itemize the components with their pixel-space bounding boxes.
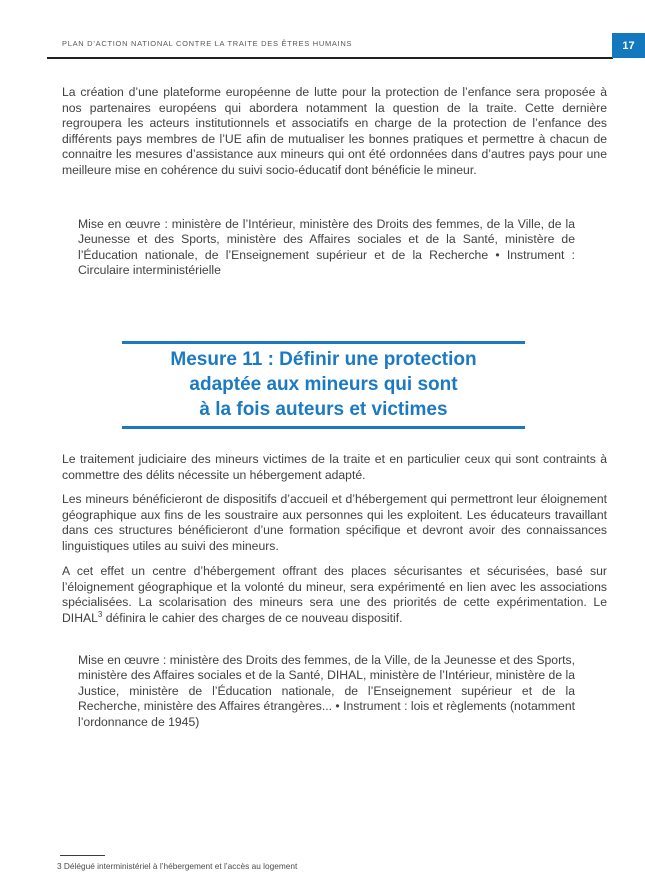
footnote-text: 3 Délégué interministériel à l’hébergement et l’accès au logement bbox=[57, 861, 298, 871]
footnote-reference-3: 3 bbox=[97, 609, 103, 619]
mise-en-oeuvre-block-1: Mise en œuvre : ministère de l’Intérieur, ministère des Droits des femmes, de la Ville, de la Jeunesse et des Sports, ministère des Affaires sociales et de la Santé, ministère de l’Éducation nationale, de l’Enseignement supérieur et de la Recherche • Instrument : Circulaire interministérielle bbox=[78, 217, 575, 278]
paragraph-accommodation-arrangements: Les mineurs bénéficieront de dispositifs d’accueil et d’hébergement qui permettront leur éloignement géographique aux fins de les soustraire aux personnes qui les exploitent. Les éducateurs travaillant dans ces structures bénéficieront d’une formation spécifique et devront avoir des connaissances linguistiques utiles au suivi des mineurs. bbox=[62, 492, 607, 553]
mise-en-oeuvre-block-2: Mise en œuvre : ministère des Droits des femmes, de la Ville, de la Jeunesse et des Sports, ministère des Affaires sociales et de la Santé, DIHAL, ministère de l’Intérieur, ministère de la Justice, ministère de l’Éducation nationale, de l’Enseignement supérieur et de la Recherche, ministère des Affaires étrangères... • Instrument : lois et règlements (notamment l’ordonnance de 1945) bbox=[78, 653, 575, 729]
paragraph-european-platform: La création d’une plateforme européenne de lutte pour la protection de l’enfance sera proposée à nos partenaires européens qui abordera notamment la question de la traite. Cette dernière regroupera les acteurs institutionnels et associatifs en charge de la protection de l’enfance des différents pays membres de l’UE afin de mutualiser les bonnes pratiques et permettre à chacun de connaitre les mesures d’assistance aux mineurs qui ont été ordonnées dans d’autres pays pour une meilleure mise en cohérence du suivi socio-éducatif dont bénéficie le mineur. bbox=[62, 85, 607, 177]
measure-11-heading-line-3: à la fois auteurs et victimes bbox=[199, 399, 448, 420]
measure-11-heading-line-1: Mesure 11 : Définir une protection bbox=[170, 349, 477, 370]
footnote-divider-rule bbox=[60, 855, 105, 856]
measure-11-heading bbox=[122, 341, 525, 429]
header-rule bbox=[47, 57, 613, 59]
paragraph-secure-centre-text: A cet effet un centre d’hébergement offrant des places sécurisantes et sécurisées, basé sur l’éloignement géographique et la volonté du mineur, sera expérimenté en lien avec les associations spécialisées. La scolarisation des mineurs sera une des priorités de cette expérimentation. Le DIHAL bbox=[62, 564, 607, 625]
page-number-badge: 17 bbox=[612, 33, 645, 58]
paragraph-secure-centre bbox=[62, 564, 607, 626]
running-header-title: PLAN D’ACTION NATIONAL CONTRE LA TRAITE DES ÊTRES HUMAINS bbox=[62, 39, 353, 48]
measure-11-heading-line-2: adaptée aux mineurs qui sont bbox=[189, 374, 458, 395]
paragraph-judicial-treatment: Le traitement judiciaire des mineurs victimes de la traite et en particulier ceux qui sont contraints à commettre des délits nécessite un hébergement adapté. bbox=[62, 452, 607, 482]
paragraph-secure-centre-text-end: définira le cahier des charges de ce nouveau dispositif. bbox=[102, 610, 403, 625]
